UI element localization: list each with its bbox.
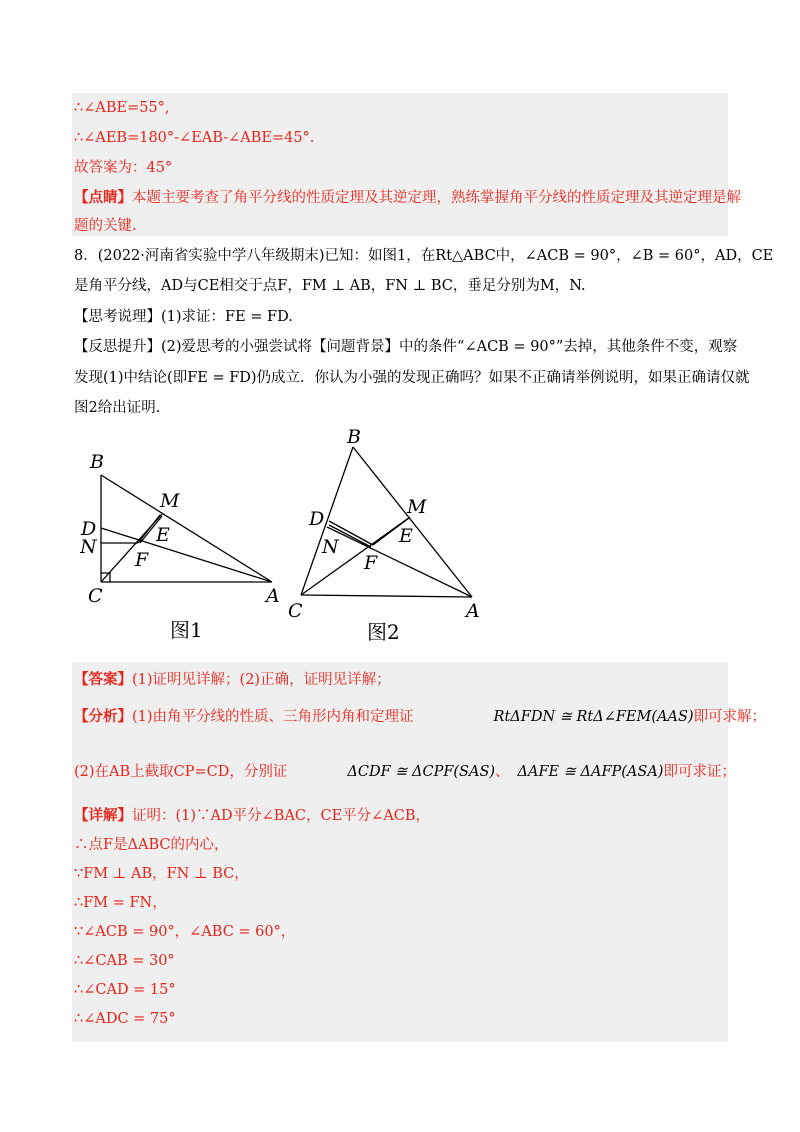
label-f: F — [135, 549, 149, 571]
problem-question-1: 【思考说理】(1)求证：FE = FD. — [74, 309, 293, 325]
analysis2-math-2: ΔAFE ≅ ΔAFP(ASA) — [517, 764, 664, 780]
analysis-math: RtΔFDN ≅ RtΔ∠FEM(AAS) — [493, 709, 694, 725]
label-e: E — [156, 524, 170, 546]
proof-step: ∴FM = FN， — [74, 895, 167, 911]
label-f: F — [364, 552, 378, 574]
comment-tag: 【点睛】 — [74, 189, 132, 206]
detail-text: 证明：(1)∵AD平分∠BAC，CE平分∠ACB， — [132, 808, 431, 824]
proof-step: ∵FM ⊥ AB，FN ⊥ BC， — [74, 866, 249, 882]
proof-step: ∴点F是ΔABC的内心， — [74, 837, 229, 853]
proof-step: ∴∠CAD = 15° — [74, 982, 176, 998]
label-a: A — [466, 600, 480, 622]
answer-line — [74, 670, 391, 690]
label-b: B — [90, 451, 104, 473]
detail-tag: 【详解】 — [74, 807, 132, 824]
proof-step: ∴∠CAB = 30° — [74, 953, 175, 969]
analysis2-sep: 、 — [495, 764, 510, 780]
detail-line — [74, 806, 430, 826]
analysis-text: (1)由角平分线的性质、三角形内角和定理证 — [132, 709, 414, 725]
proof-step: ∵∠ACB = 90°，∠ABC = 60°， — [74, 924, 296, 940]
label-n: N — [80, 536, 97, 558]
problem-line: 发现(1)中结论(即FE = FD)仍成立．你认为小强的发现正确吗？如果不正确请举例说明，如果正确请仅就 — [74, 370, 750, 386]
label-m: M — [160, 490, 180, 512]
label-b: B — [347, 426, 361, 448]
label-c: C — [88, 585, 103, 607]
analysis-end: 即可求解； — [693, 709, 767, 725]
comment-line — [74, 188, 741, 208]
comment-line-2: 题的关键. — [74, 218, 137, 234]
label-d: D — [309, 508, 325, 530]
analysis-line — [74, 707, 766, 727]
label-a: A — [266, 585, 280, 607]
problem-question-2: 【反思提升】(2)爱思考的小强尝试将【问题背景】中的条件“∠ACB = 90°”去掉，其他条件不变，观察 — [74, 339, 738, 355]
problem-line: 8．(2022·河南省实验中学八年级期末)已知：如图1，在Rt△ABC中，∠ACB = 90°，∠B = 60°，AD，CE — [74, 248, 774, 264]
label-n: N — [322, 536, 339, 558]
label-d: D — [81, 518, 97, 540]
label-e: E — [399, 525, 413, 547]
analysis-tag: 【分析】 — [74, 708, 132, 725]
answer-text: (1)证明见详解；(2)正确，证明见详解； — [132, 672, 391, 688]
analysis2-text: (2)在AB上截取CP=CD，分别证 — [74, 764, 288, 780]
proof-step: ∴∠ADC = 75° — [74, 1011, 176, 1027]
analysis-line-2 — [74, 762, 736, 782]
solution-line: 故答案为：45° — [74, 160, 173, 176]
figure-1 — [80, 445, 290, 645]
analysis2-end: 即可求证； — [663, 764, 736, 780]
comment-text: 本题主要考查了角平分线的性质定理及其逆定理，熟练掌握角平分线的性质定理及其逆定理是解 — [132, 190, 741, 206]
solution-line: ∴∠AEB=180°-∠EAB-∠ABE=45°. — [74, 130, 315, 146]
figure-1-caption: 图1 — [170, 618, 203, 642]
label-m: M — [407, 496, 427, 518]
problem-line: 是角平分线，AD与CE相交于点F，FM ⊥ AB，FN ⊥ BC，垂足分别为M，N. — [74, 278, 586, 294]
figure-2 — [285, 425, 490, 650]
problem-line: 图2给出证明. — [74, 400, 161, 416]
analysis2-math-1: ΔCDF ≅ ΔCPF(SAS) — [347, 764, 496, 780]
figure-2-caption: 图2 — [367, 620, 400, 644]
label-c: C — [288, 600, 303, 622]
answer-tag: 【答案】 — [74, 671, 132, 688]
solution-line: ∴∠ABE=55°, — [74, 100, 170, 116]
